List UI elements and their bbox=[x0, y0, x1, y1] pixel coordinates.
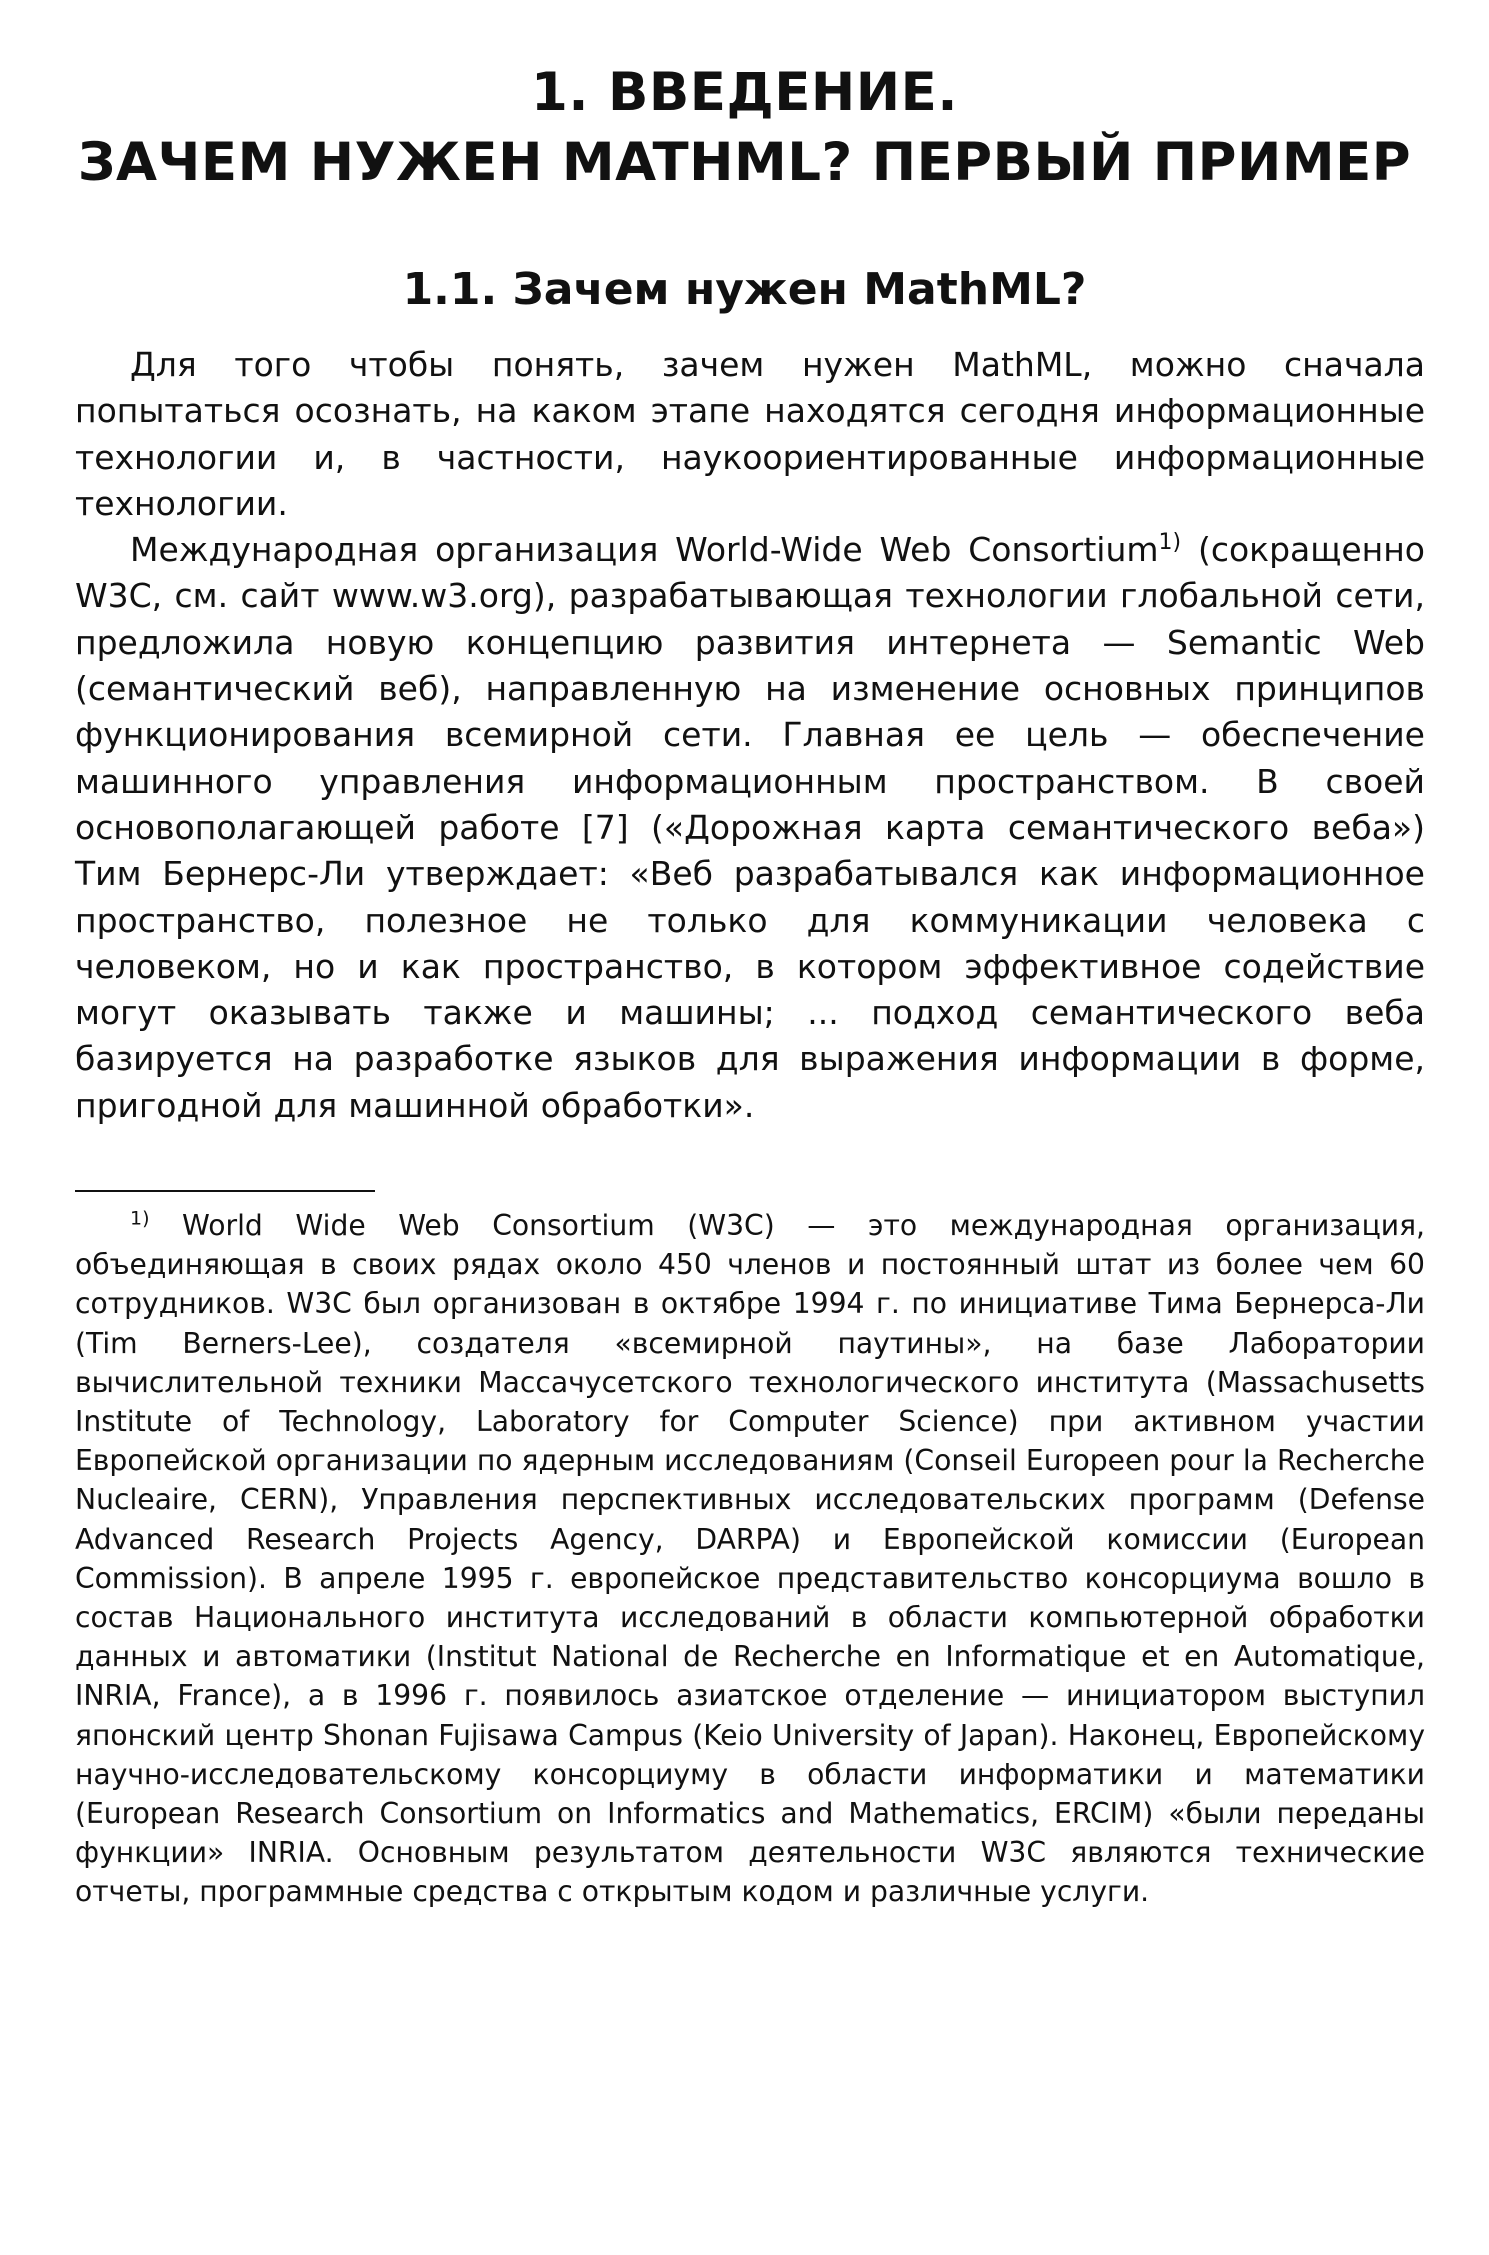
chapter-title-line-1: 1. ВВЕДЕНИЕ. bbox=[531, 62, 958, 123]
paragraph-2 bbox=[75, 527, 1425, 1129]
paragraph-2-start: Международная организация World-Wide Web Consortium bbox=[130, 530, 1159, 570]
footnote bbox=[75, 1206, 1425, 1912]
footnote-mark: 1) bbox=[130, 1207, 150, 1230]
section-title: 1.1. Зачем нужен MathML? bbox=[402, 264, 1087, 315]
paragraph-1: Для того чтобы понять, зачем нужен MathML, можно сначала попытаться осознать, на каком этапе находятся сегодня информационные технологии и, в частности, наукоориентированные информационные технологии. bbox=[75, 345, 1425, 523]
footnote-divider bbox=[75, 1190, 375, 1192]
footnote-text: World Wide Web Consortium (W3C) — это международная организация, объединяющая в своих рядах около 450 членов и постоянный штат из более чем 60 сотрудников. W3C был организован в октябре 1994 г. по инициативе Тима Бернерса-Ли (Tim Berners-Lee), создателя «всемирной паутины», на базе Лаборатории вычислительной техники Массачусетского технологического института (Massachusetts Institute of Technology, Laboratory for Computer Science) при активном участии Европейской организации по ядерным исследованиям (Conseil Europeen pour la Recherche Nucleaire, CERN), Управления перспективных исследовательских программ (Defense Advanced Research Projects Agency, DARPA) и Европейской комиссии (European Commission). В апреле 1995 г. европейское представительство консорциума вошло в состав Национального института исследований в области компьютерной обработки данных и автоматики (Institut National de Recherche en Informatique et en Automatique, INRIA, France), а в 1996 г. появилось азиатское отделение — инициатором выступил японский центр Shonan Fujisawa Campus (Keio University of Japan). Наконец, Европейскому научно-исследовательскому консорциуму в области информатики и математики (European Research Consortium on Informatics and Mathematics, ERCIM) «были переданы функции» INRIA. Основным результатом деятельности W3C являются технические отчеты, программные средства с открытым кодом и различные услуги. bbox=[75, 1209, 1425, 1909]
main-text bbox=[75, 342, 1425, 1129]
chapter-title bbox=[75, 58, 1414, 198]
chapter-title-line-2: ЗАЧЕМ НУЖЕН MATHML? ПЕРВЫЙ ПРИМЕР bbox=[77, 132, 1412, 193]
footnote-reference: 1) bbox=[1158, 530, 1182, 556]
paragraph-2-rest: (сокращенно W3C, см. сайт www.w3.org), разрабатывающая технологии глобальной сети, предложила новую концепцию развития интернета — Semantic Web (семантический веб), направленную на изменение основных принципов функционирования всемирной сети. Главная ее цель — обеспечение машинного управления информационным пространством. В своей основополагающей работе [7] («Дорожная карта семантического веба») Тим Бернерс-Ли утверждает: «Веб разрабатывался как информационное пространство, полезное не только для коммуникации человека с человеком, но и как пространство, в котором эффективное содействие могут оказывать также и машины; ... подход семантического веба базируется на разработке языков для выражения информации в форме, пригодной для машинной обработки». bbox=[75, 530, 1425, 1125]
